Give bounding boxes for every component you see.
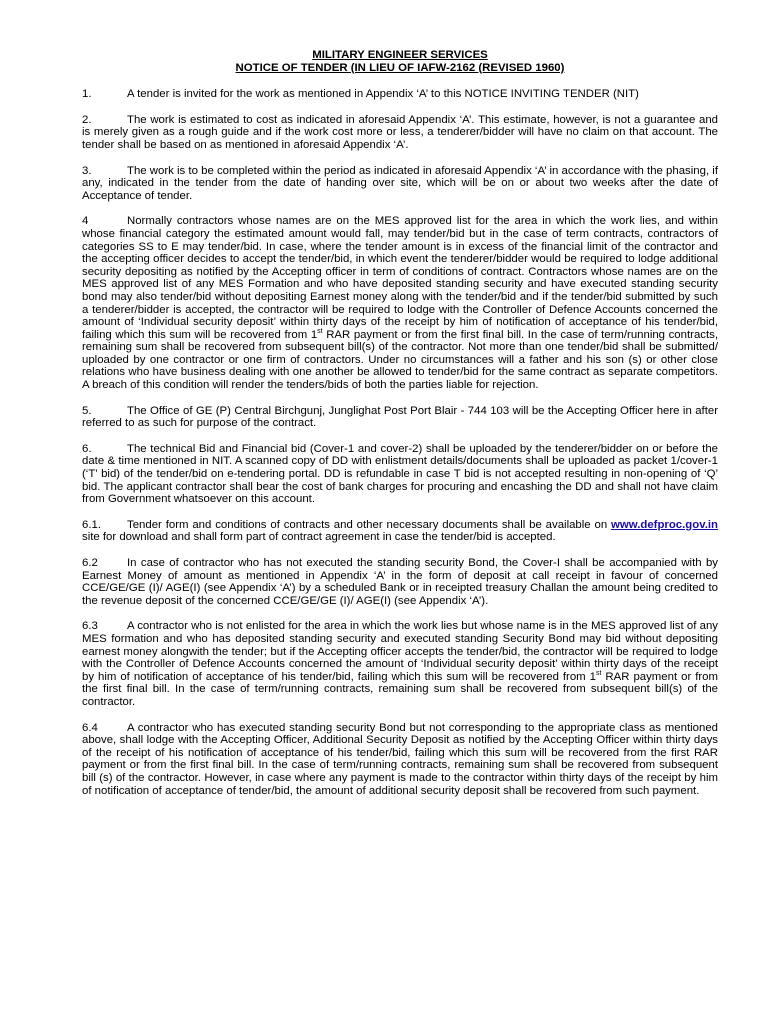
paragraph-4 (82, 215, 718, 391)
paragraph-text: The Office of GE (P) Central Birchgunj, Junglighat Post Port Blair - 744 103 will be the Accepting Officer here in after referred to as such for purpose of the contract. (82, 404, 718, 430)
paragraph-5 (82, 405, 718, 430)
paragraph-text-cont: RAR payment or from the first final bill. In the case of term/running contracts, remaining sum shall be recovered from subsequent bill(s) of the contractor. Not more than one tender/bid shall be submitted/ uploaded by one contractor or one firm of contractors. Under no circumstances will a father and his son (s) or other close relations who have business dealing with one another be allowed to tender/bid for the same contract as separate competitors. A breach of this condition will render the tenders/bids of both the parties liable for rejection. (82, 328, 718, 392)
paragraph-text: A tender is invited for the work as mentioned in Appendix ‘A’ to this NOTICE INVITING TENDER (NIT) (127, 88, 639, 101)
paragraph-6 (82, 443, 718, 506)
paragraph-text: A contractor who has executed standing security Bond but not corresponding to the appropriate class as mentioned above, shall lodge with the Accepting Officer, Additional Security Deposit as notified by the Accepting Officer within thirty days of the receipt of his notification of acceptance of his tender/bid, failing which this sum will be recovered from the first RAR payment or from the first final bill. In the case of term/running contracts, remaining sum shall be recovered from subsequent bill (s) of the contractor. However, in case where any payment is made to the contractor within thirty days of the receipt by him of notification of acceptance of tender/bid, the amount of additional security deposit shall be recovered from such payment. (82, 721, 718, 797)
defproc-link[interactable]: www.defproc.gov.in (611, 518, 718, 531)
paragraph-number: 4 (82, 215, 89, 228)
paragraph-3 (82, 165, 718, 203)
document-page (82, 49, 718, 797)
document-title-notice: NOTICE OF TENDER (IN LIEU OF IAFW-2162 (REVISED 1960) (235, 61, 565, 74)
ordinal-superscript: st (595, 669, 602, 677)
paragraph-number: 5. (82, 404, 92, 417)
paragraph-6-4 (82, 722, 718, 798)
paragraph-number: 1. (82, 88, 92, 101)
paragraph-text: The work is to be completed within the period as indicated in aforesaid Appendix ‘A’ in accordance with the phasing, if any, indicated in the tender from the date of handing over site, which will be on or about two weeks after the date of Acceptance of tender. (82, 164, 718, 202)
paragraph-text-cont: site for download and shall form part of contract agreement in case the tender/bid is accepted. (82, 531, 556, 544)
paragraph-text: Tender form and conditions of contracts and other necessary documents shall be available on (127, 518, 612, 531)
paragraph-number: 6.3 (82, 620, 98, 633)
paragraph-text: Normally contractors whose names are on the MES approved list for the area in which the work lies, and within whose financial category the estimated amount would fall, may tender/bid but in the case of term contracts, contractors of categories SS to E may tender/bid. In case, where the tender amount is in excess of the financial limit of the contractor and the accepting officer decides to accept the tender/bid, in which event the tenderer/bidder would be required to lodge additional security depositing as notified by the Accepting officer in term of conditions of contract. Contractors whose names are on the MES approved list of any MES Formation and who have deposited standing security and have executed standing security bond may also tender/bid without depositing Earnest money along with the tender/bid and if the tender/bid submitted by such a tenderer/bidder is accepted, the contractor will be required to lodge with the Controller of Defence Accounts concerned the amount of ‘Individual security deposit’ within thirty days of the receipt by him of notification of acceptance of his tender/bid, failing which this sum will be recovered from 1 (82, 215, 718, 341)
paragraph-text: The technical Bid and Financial bid (Cover-1 and cover-2) shall be uploaded by the tenderer/bidder on or before the date & time mentioned in NIT. A scanned copy of DD with enlistment details/documents shall be uploaded as packet 1/cover-1 (‘T’ bid) of the tender/bid on e-tendering portal. DD is refundable in case T bid is not accepted resulting in non-opening of ‘Q’ bid. The applicant contractor shall bear the cost of bank charges for procuring and encashing the DD and shall not have claim from Government whatsoever on this account. (82, 442, 718, 506)
paragraph-6-1 (82, 519, 718, 544)
paragraph-number: 6.4 (82, 721, 98, 734)
paragraph-text-cont: RAR payment or from the first final bill. In the case of term/running contracts, remaining sum shall be recovered from subsequent bill(s) of the contractor. (82, 670, 718, 708)
paragraph-number: 2. (82, 113, 92, 126)
paragraph-6-2 (82, 557, 718, 607)
paragraph-number: 6. (82, 442, 92, 455)
document-title-org: MILITARY ENGINEER SERVICES (312, 49, 488, 61)
paragraph-text: The work is estimated to cost as indicated in aforesaid Appendix ‘A’. This estimate, however, is not a guarantee and is merely given as a rough guide and if the work cost more or less, a tenderer/bidder will have no claim on that account. The tender shall be based on as mentioned in aforesaid Appendix ‘A’. (82, 113, 718, 151)
paragraph-text: A contractor who is not enlisted for the area in which the work lies but whose name is in the MES approved list of any MES formation and who has deposited standing security and executed standing Security Bond may bid without depositing earnest money alongwith the tender; but if the Accepting officer accepts the tender/bid, the contractor will be required to lodge with the Controller of Defence Accounts concerned the amount of ‘Individual security deposit’ within thirty days of the receipt by him of notification of acceptance of his tender/bid, failing which this sum will be recovered from 1 (82, 620, 718, 683)
paragraph-2 (82, 114, 718, 152)
paragraph-6-3 (82, 620, 718, 708)
paragraph-number: 3. (82, 164, 92, 177)
paragraph-number: 6.1. (82, 518, 101, 531)
paragraph-number: 6.2 (82, 557, 98, 569)
paragraph-text: In case of contractor who has not executed the standing security Bond, the Cover-I shall be accompanied with by Earnest Money of amount as mentioned in Appendix ‘A’ in the form of deposit at call receipt in favour of concerned CCE/GE/GE (I)/ AGE(I) (see Appendix ‘A’) by a scheduled Bank or in receipted treasury Challan the amount being credited to the revenue deposit of the concerned CCE/GE/GE (I)/ AGE(I) (see Appendix ‘A’). (82, 557, 718, 607)
ordinal-superscript: st (317, 327, 323, 335)
paragraph-1 (82, 88, 718, 101)
